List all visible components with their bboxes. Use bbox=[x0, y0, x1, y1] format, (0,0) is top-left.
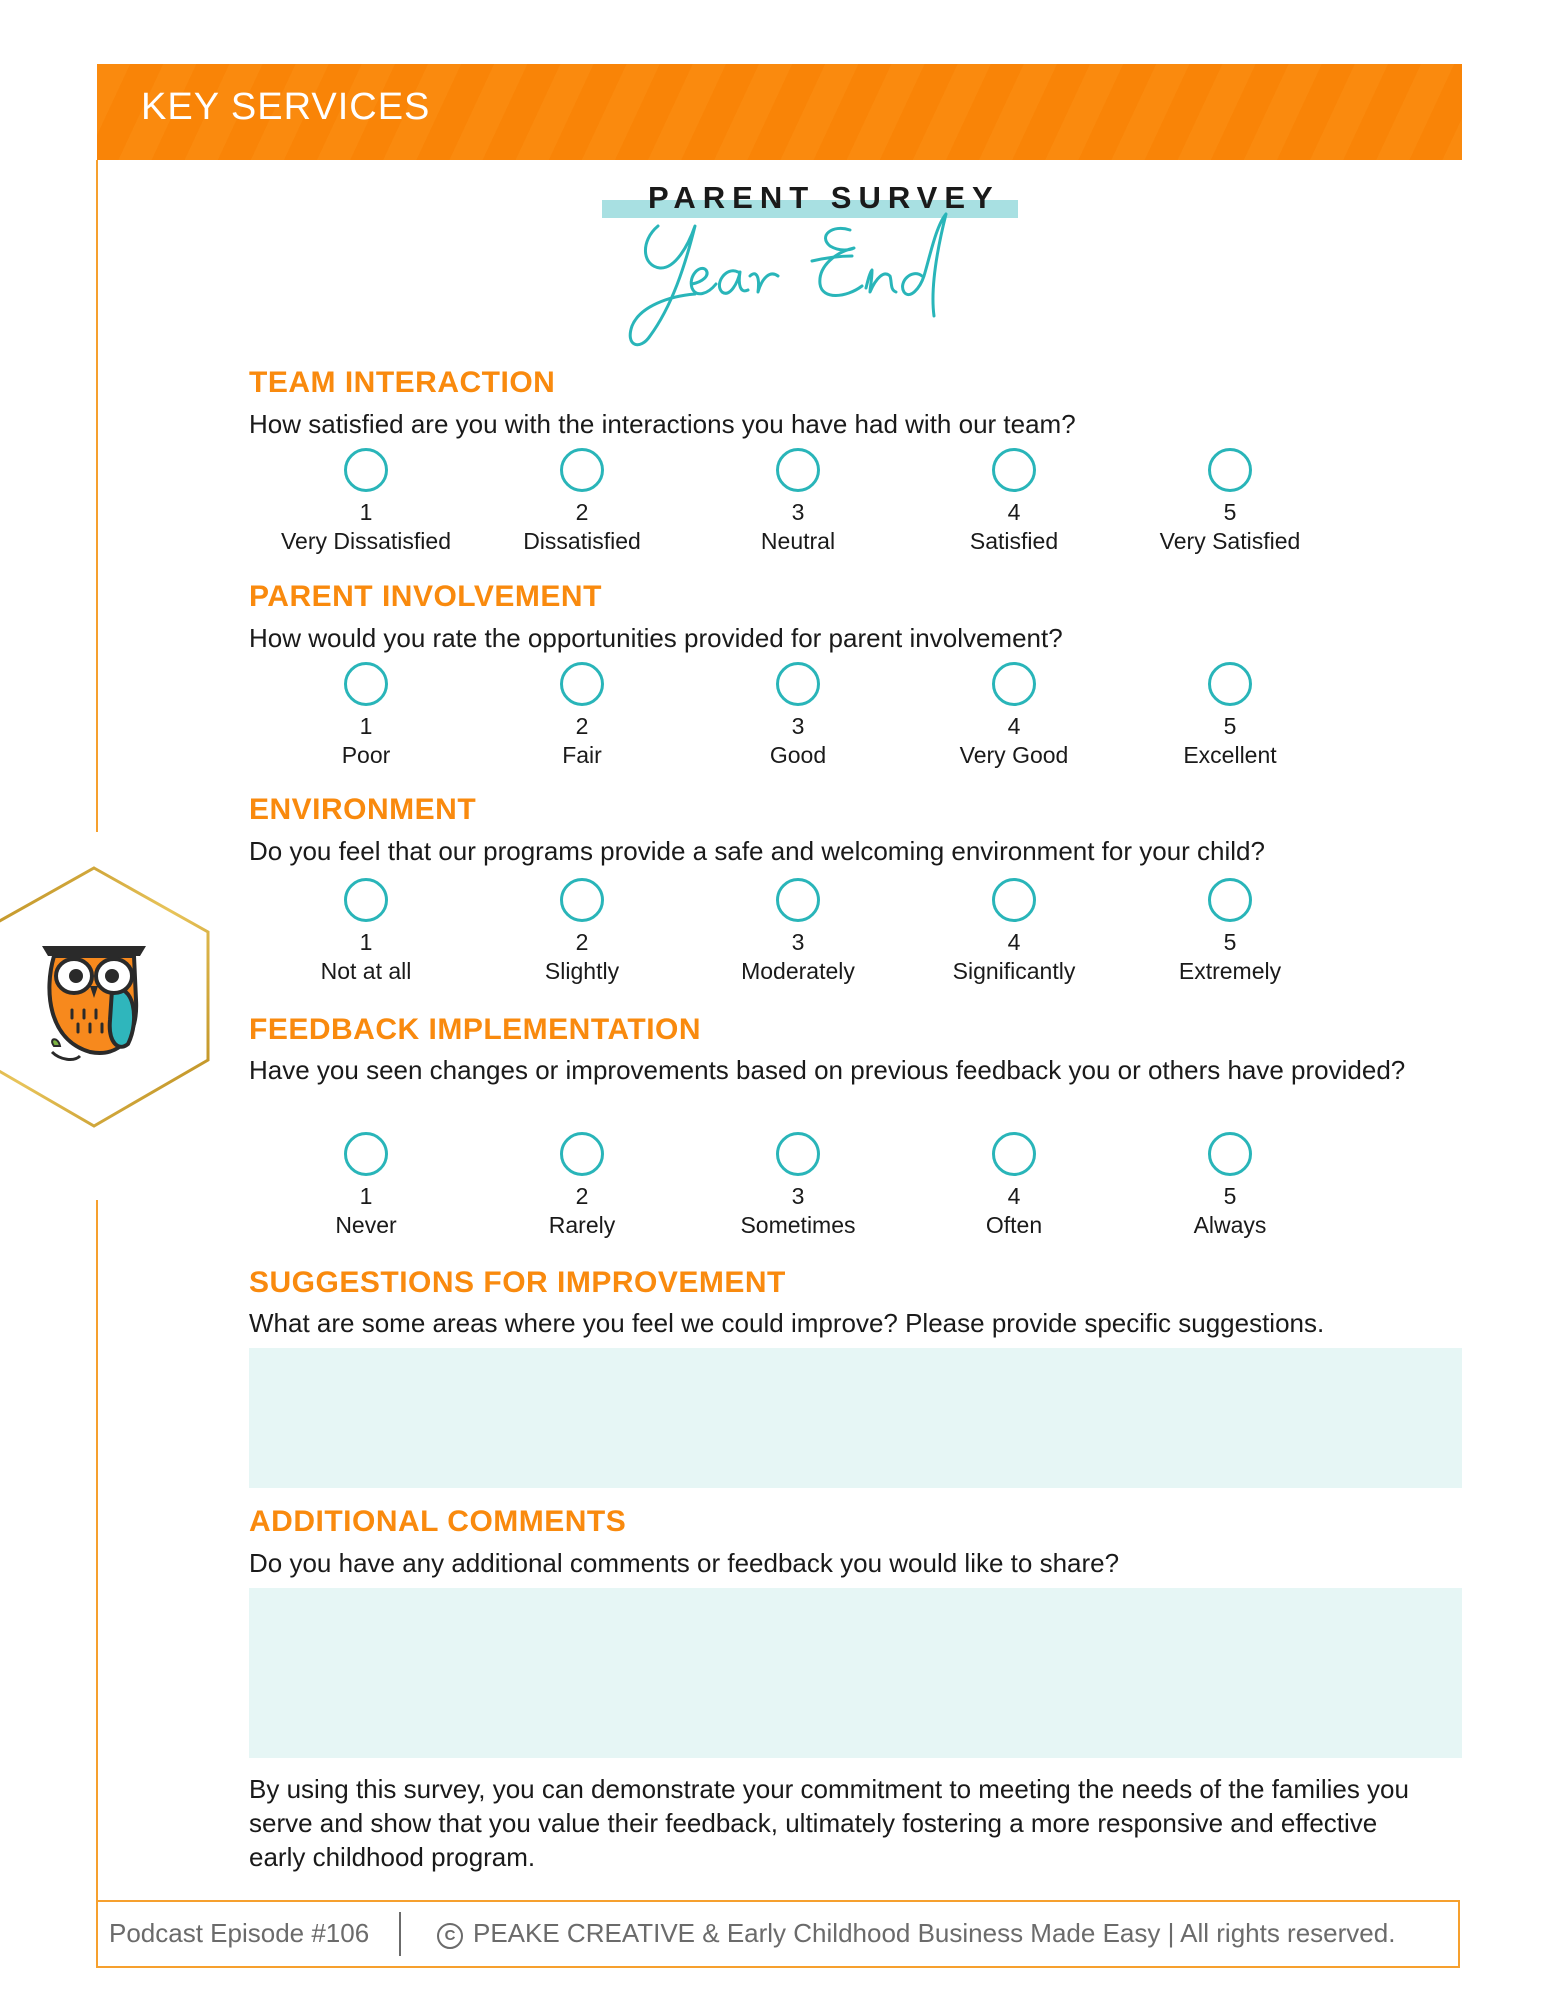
footer-episode: Podcast Episode #106 bbox=[109, 1918, 370, 1948]
radio-button[interactable] bbox=[560, 1132, 604, 1176]
rating-option[interactable]: 1 Poor bbox=[258, 662, 474, 770]
rating-option[interactable]: 4 Satisfied bbox=[906, 448, 1122, 556]
rating-option[interactable]: 1 Very Dissatisfied bbox=[258, 448, 474, 556]
rating-option[interactable]: 5 Very Satisfied bbox=[1122, 448, 1338, 556]
section-title-team-interaction: TEAM INTERACTION bbox=[249, 366, 556, 399]
survey-title-top: PARENT SURVEY bbox=[648, 180, 1000, 215]
rating-option[interactable]: 5 Excellent bbox=[1122, 662, 1338, 770]
question-suggestions: What are some areas where you feel we could improve? Please provide specific suggestions. bbox=[249, 1308, 1325, 1338]
radio-button[interactable] bbox=[1208, 448, 1252, 492]
rating-option[interactable]: 2 Dissatisfied bbox=[474, 448, 690, 556]
rating-option[interactable]: 2 Rarely bbox=[474, 1132, 690, 1240]
rating-option[interactable]: 3 Good bbox=[690, 662, 906, 770]
section-title-parent-involvement: PARENT INVOLVEMENT bbox=[249, 580, 602, 613]
question-comments: Do you have any additional comments or feedback you would like to share? bbox=[249, 1548, 1120, 1578]
section-title-comments: ADDITIONAL COMMENTS bbox=[249, 1505, 627, 1538]
radio-button[interactable] bbox=[344, 1132, 388, 1176]
radio-button[interactable] bbox=[776, 1132, 820, 1176]
radio-button[interactable] bbox=[992, 878, 1036, 922]
copyright-icon: C bbox=[437, 1923, 463, 1949]
closing-paragraph: By using this survey, you can demonstrate your commitment to meeting the needs of the families you serve and show that you value their feedback, ultimately fostering a more responsive and effective early childhood program. bbox=[249, 1774, 1409, 1872]
left-rule-bottom bbox=[96, 1200, 98, 1968]
question-team-interaction: How satisfied are you with the interactions you have had with our team? bbox=[249, 409, 1076, 439]
question-parent-involvement: How would you rate the opportunities provided for parent involvement? bbox=[249, 623, 1063, 653]
radio-button[interactable] bbox=[776, 662, 820, 706]
comments-textarea[interactable] bbox=[249, 1588, 1462, 1758]
radio-button[interactable] bbox=[1208, 878, 1252, 922]
rating-option[interactable]: 2 Slightly bbox=[474, 878, 690, 986]
rating-option[interactable]: 4 Very Good bbox=[906, 662, 1122, 770]
rating-option[interactable]: 3 Sometimes bbox=[690, 1132, 906, 1240]
radio-button[interactable] bbox=[1208, 1132, 1252, 1176]
radio-button[interactable] bbox=[992, 662, 1036, 706]
radio-button[interactable] bbox=[344, 448, 388, 492]
rating-option[interactable]: 4 Significantly bbox=[906, 878, 1122, 986]
radio-button[interactable] bbox=[560, 662, 604, 706]
radio-button[interactable] bbox=[776, 448, 820, 492]
radio-button[interactable] bbox=[1208, 662, 1252, 706]
section-title-environment: ENVIRONMENT bbox=[249, 793, 477, 826]
rating-option[interactable]: 4 Often bbox=[906, 1132, 1122, 1240]
section-title-suggestions: SUGGESTIONS FOR IMPROVEMENT bbox=[249, 1266, 786, 1299]
header-title: KEY SERVICES bbox=[141, 86, 431, 128]
radio-button[interactable] bbox=[992, 448, 1036, 492]
header-bar bbox=[97, 64, 1462, 160]
survey-title bbox=[600, 180, 1020, 350]
rating-option[interactable]: 1 Never bbox=[258, 1132, 474, 1240]
rating-option[interactable]: 3 Moderately bbox=[690, 878, 906, 986]
owl-logo bbox=[0, 860, 215, 1135]
rating-option[interactable]: 5 Always bbox=[1122, 1132, 1338, 1240]
rating-option[interactable]: 3 Neutral bbox=[690, 448, 906, 556]
radio-button[interactable] bbox=[560, 448, 604, 492]
rating-option[interactable]: 1 Not at all bbox=[258, 878, 474, 986]
footer-copyright-text: PEAKE CREATIVE & Early Childhood Business Made Easy | All rights reserved. bbox=[473, 1918, 1396, 1948]
rating-option[interactable]: 2 Fair bbox=[474, 662, 690, 770]
owl-icon bbox=[42, 946, 146, 1059]
rating-option[interactable]: 5 Extremely bbox=[1122, 878, 1338, 986]
suggestions-textarea[interactable] bbox=[249, 1348, 1462, 1488]
radio-button[interactable] bbox=[776, 878, 820, 922]
footer-divider bbox=[399, 1912, 401, 1956]
question-feedback-implementation: Have you seen changes or improvements based on previous feedback you or others have provided? bbox=[249, 1055, 1406, 1085]
footer-copyright bbox=[437, 1918, 1395, 1949]
radio-button[interactable] bbox=[344, 878, 388, 922]
footer bbox=[97, 1900, 1460, 1968]
left-rule-top bbox=[96, 160, 98, 832]
radio-button[interactable] bbox=[344, 662, 388, 706]
section-title-feedback-implementation: FEEDBACK IMPLEMENTATION bbox=[249, 1013, 702, 1046]
question-environment: Do you feel that our programs provide a safe and welcoming environment for your child? bbox=[249, 836, 1265, 866]
radio-button[interactable] bbox=[560, 878, 604, 922]
survey-title-script bbox=[600, 206, 1020, 356]
radio-button[interactable] bbox=[992, 1132, 1036, 1176]
